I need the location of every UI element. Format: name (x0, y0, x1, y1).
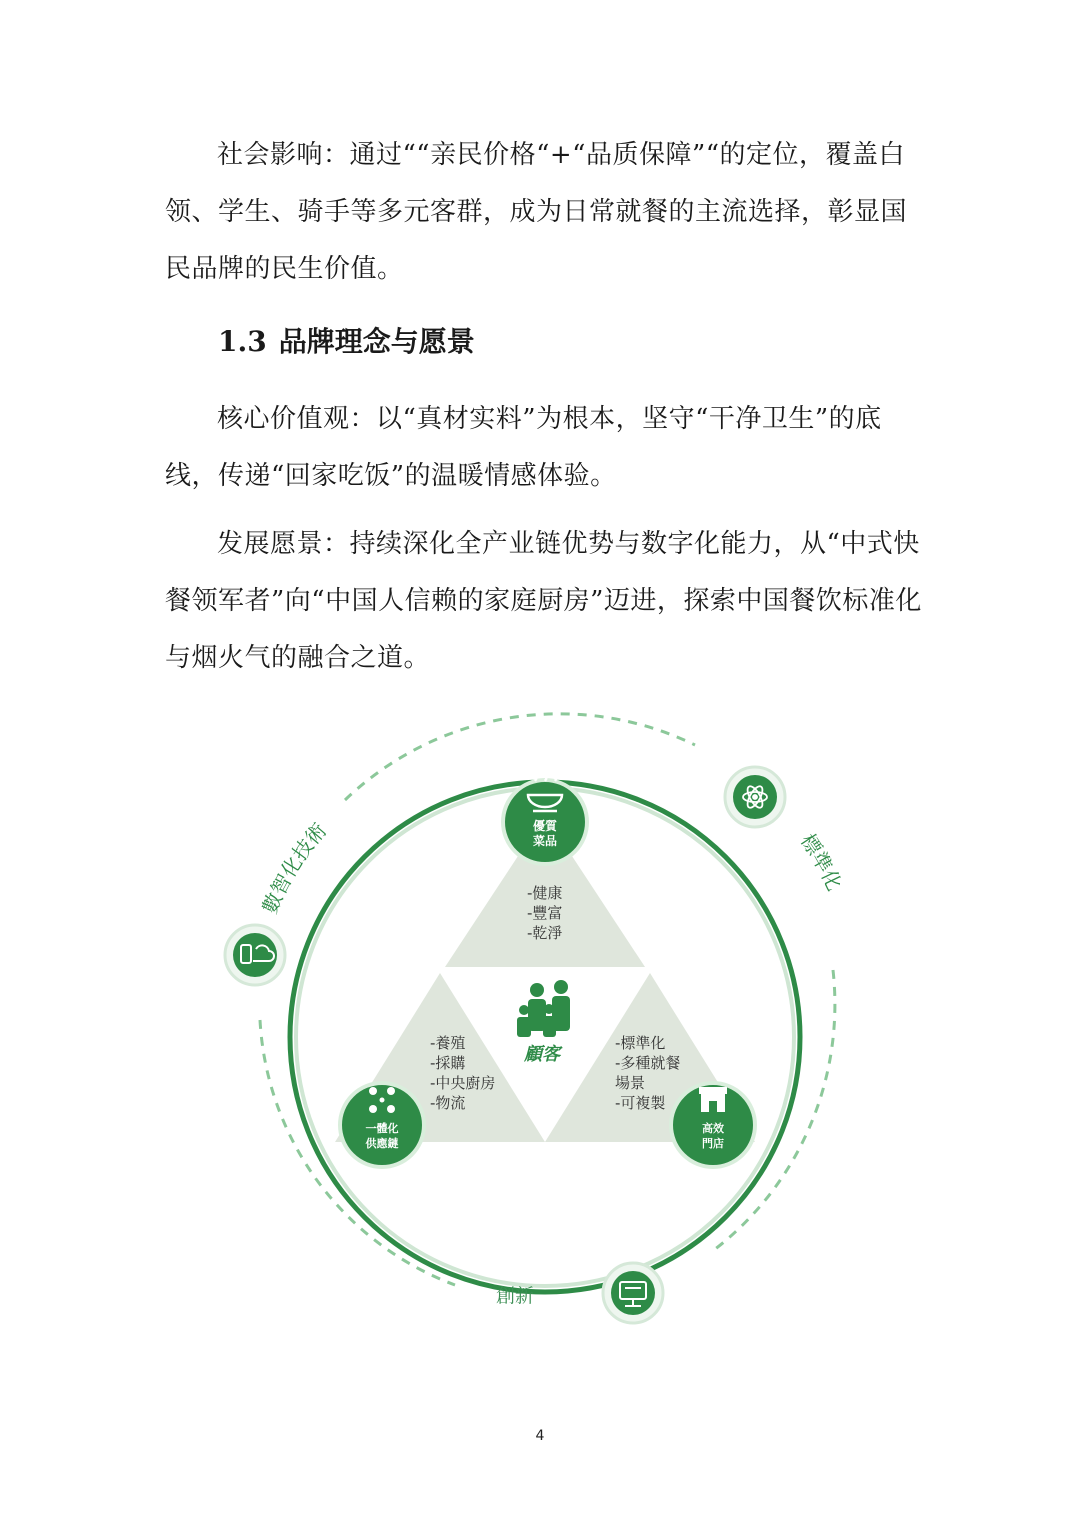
label-innovation: 創新 (495, 1285, 535, 1307)
left-item-3: -中央廚房 (430, 1074, 496, 1092)
paragraph-vision: 发展愿景：持续深化全产业链优势与数字化能力，从“中式快餐领军者”向“中国人信赖的家庭厨房”迈进，探索中国餐饮标准化与烟火气的融合之道。 (165, 529, 922, 673)
brand-diagram (215, 705, 865, 1355)
label-standard: 標準化 (795, 829, 847, 895)
center-label: 顧客 (524, 1044, 560, 1065)
paragraph-social-impact: 社会影响：通过““亲民价格“+“品质保障”“的定位，覆盖白领、学生、骑手等多元客群，成为日常就餐的主流选择，彰显国民品牌的民生价值。 (165, 140, 908, 284)
label-digital: 數智化技術 (257, 818, 332, 917)
left-item-1: -養殖 (430, 1034, 466, 1052)
node-top-label-1: 優質 (532, 819, 558, 833)
left-item-2: -採購 (430, 1054, 466, 1072)
node-right-label-2: 門店 (702, 1137, 724, 1150)
page-number: 4 (535, 1428, 545, 1444)
store-icon (699, 1087, 727, 1112)
right-item-1: -標準化 (615, 1034, 666, 1052)
family-icon (517, 980, 570, 1037)
paragraph-core-values: 核心价值观：以“真材实料”为根本，坚守“干净卫生”的底线，传递“回家吃饭”的温暖情感体验。 (165, 404, 882, 491)
top-item-3: -乾淨 (527, 924, 563, 942)
right-item-4: -可複製 (615, 1094, 666, 1112)
right-item-3: 場景 (615, 1074, 646, 1092)
node-left-label-2: 供應鏈 (365, 1137, 399, 1150)
top-item-1: -健康 (527, 884, 563, 902)
right-item-2: -多種就餐 (615, 1054, 681, 1072)
node-left-label-1: 一體化 (365, 1122, 399, 1135)
top-item-2: -豐富 (527, 904, 563, 922)
node-right-label-1: 高效 (702, 1122, 724, 1135)
section-number: 1.3 (218, 325, 267, 358)
section-heading (218, 320, 475, 360)
section-title: 品牌理念与愿景 (278, 325, 475, 358)
node-top-label-2: 菜品 (532, 834, 558, 848)
left-item-4: -物流 (430, 1094, 466, 1112)
